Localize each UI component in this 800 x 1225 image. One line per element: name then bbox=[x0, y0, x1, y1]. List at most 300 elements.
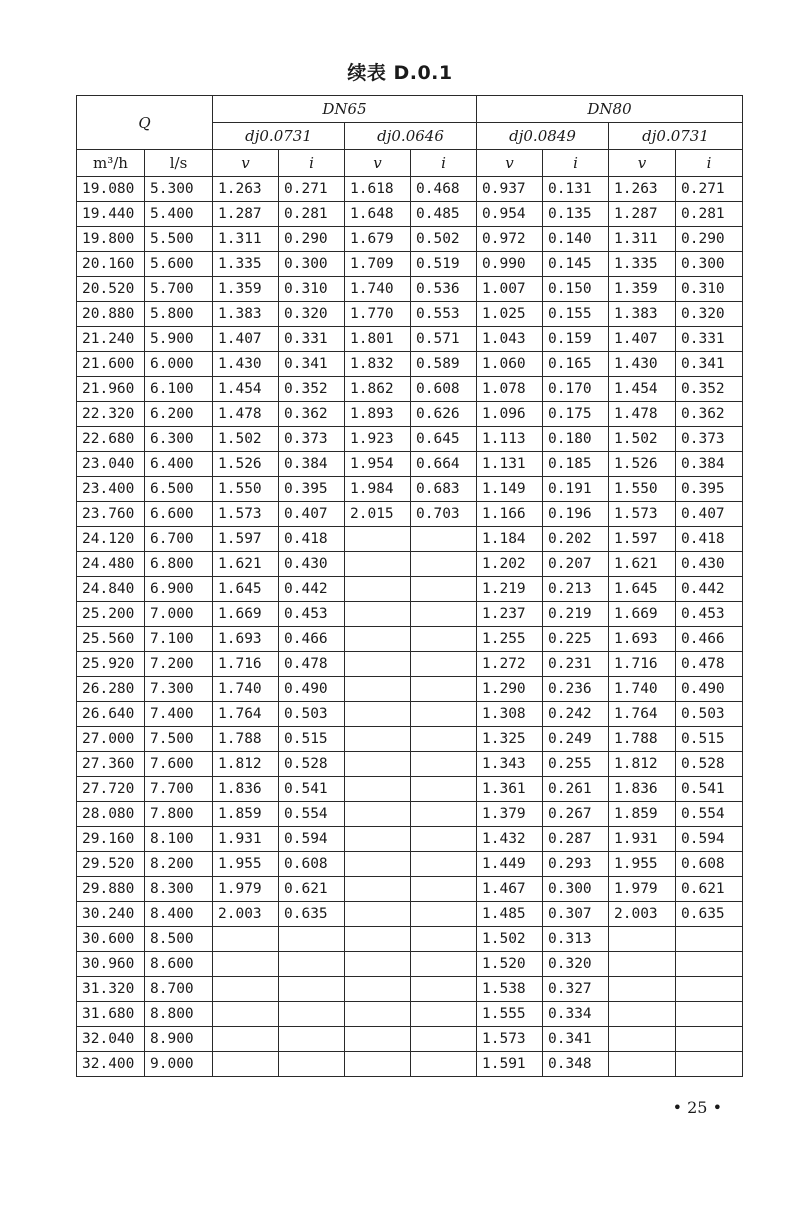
table-row bbox=[77, 927, 743, 952]
table-row bbox=[77, 502, 743, 527]
table-cell: 1.007 bbox=[477, 277, 543, 302]
table-cell: 1.597 bbox=[609, 527, 676, 552]
table-cell bbox=[411, 702, 477, 727]
table-cell: 1.573 bbox=[213, 502, 279, 527]
table-cell: 0.249 bbox=[543, 727, 609, 752]
table-cell bbox=[676, 1052, 743, 1077]
table-cell: 1.645 bbox=[609, 577, 676, 602]
table-cell: 8.400 bbox=[145, 902, 213, 927]
table-cell: 1.335 bbox=[609, 252, 676, 277]
table-cell: 0.202 bbox=[543, 527, 609, 552]
table-cell: 0.341 bbox=[543, 1027, 609, 1052]
table-cell: 1.573 bbox=[609, 502, 676, 527]
table-cell: 0.541 bbox=[279, 777, 345, 802]
table-cell: 0.290 bbox=[676, 227, 743, 252]
table-cell: 0.621 bbox=[279, 877, 345, 902]
table-row bbox=[77, 727, 743, 752]
table-cell: 1.520 bbox=[477, 952, 543, 977]
table-cell bbox=[411, 727, 477, 752]
table-cell bbox=[411, 552, 477, 577]
table-cell: 0.453 bbox=[676, 602, 743, 627]
table-cell bbox=[279, 1027, 345, 1052]
table-cell: 5.800 bbox=[145, 302, 213, 327]
table-cell: 0.515 bbox=[279, 727, 345, 752]
table-cell bbox=[609, 977, 676, 1002]
table-cell: 8.700 bbox=[145, 977, 213, 1002]
table-cell: 1.343 bbox=[477, 752, 543, 777]
table-cell: 1.335 bbox=[213, 252, 279, 277]
table-cell: 1.263 bbox=[609, 177, 676, 202]
table-cell bbox=[411, 752, 477, 777]
table-cell: 2.015 bbox=[345, 502, 411, 527]
table-cell: 0.502 bbox=[411, 227, 477, 252]
table-cell: 0.554 bbox=[279, 802, 345, 827]
table-cell: 0.196 bbox=[543, 502, 609, 527]
table-cell: 0.331 bbox=[279, 327, 345, 352]
table-cell: 31.680 bbox=[77, 1002, 145, 1027]
table-row bbox=[77, 602, 743, 627]
table-cell: 1.812 bbox=[609, 752, 676, 777]
table-cell: 0.442 bbox=[676, 577, 743, 602]
table-cell: 1.764 bbox=[213, 702, 279, 727]
table-cell: 0.135 bbox=[543, 202, 609, 227]
table-cell: 0.373 bbox=[279, 427, 345, 452]
table-cell: 0.310 bbox=[676, 277, 743, 302]
table-cell: 0.608 bbox=[411, 377, 477, 402]
table-cell bbox=[345, 727, 411, 752]
table-cell: 0.170 bbox=[543, 377, 609, 402]
table-cell bbox=[411, 527, 477, 552]
table-cell: 0.635 bbox=[676, 902, 743, 927]
table-cell: 0.213 bbox=[543, 577, 609, 602]
table-cell: 5.600 bbox=[145, 252, 213, 277]
table-cell bbox=[345, 1052, 411, 1077]
table-cell: 0.503 bbox=[676, 702, 743, 727]
table-cell: 0.320 bbox=[543, 952, 609, 977]
table-cell: 24.840 bbox=[77, 577, 145, 602]
table-cell: 25.560 bbox=[77, 627, 145, 652]
table-cell bbox=[411, 652, 477, 677]
table-cell: 1.025 bbox=[477, 302, 543, 327]
table-cell: 0.175 bbox=[543, 402, 609, 427]
table-cell: 5.900 bbox=[145, 327, 213, 352]
table-cell: 27.360 bbox=[77, 752, 145, 777]
table-cell: 1.131 bbox=[477, 452, 543, 477]
table-cell: 0.554 bbox=[676, 802, 743, 827]
table-cell: 32.400 bbox=[77, 1052, 145, 1077]
table-cell: 6.800 bbox=[145, 552, 213, 577]
table-row bbox=[77, 627, 743, 652]
table-cell: 7.600 bbox=[145, 752, 213, 777]
header-unit-m3h: m³/h bbox=[77, 150, 145, 177]
table-cell: 1.526 bbox=[609, 452, 676, 477]
table-cell: 1.202 bbox=[477, 552, 543, 577]
table-cell: 0.954 bbox=[477, 202, 543, 227]
table-row bbox=[77, 852, 743, 877]
table-cell bbox=[213, 1052, 279, 1077]
table-cell: 1.379 bbox=[477, 802, 543, 827]
table-cell: 1.764 bbox=[609, 702, 676, 727]
table-cell bbox=[609, 1052, 676, 1077]
table-cell: 1.862 bbox=[345, 377, 411, 402]
table-cell: 6.300 bbox=[145, 427, 213, 452]
table-cell: 0.453 bbox=[279, 602, 345, 627]
table-cell: 0.485 bbox=[411, 202, 477, 227]
table-row bbox=[77, 527, 743, 552]
header-dn80: DN80 bbox=[477, 96, 743, 123]
table-cell: 30.960 bbox=[77, 952, 145, 977]
table-cell: 29.880 bbox=[77, 877, 145, 902]
table-cell: 1.060 bbox=[477, 352, 543, 377]
table-cell: 2.003 bbox=[609, 902, 676, 927]
table-cell: 1.407 bbox=[609, 327, 676, 352]
table-cell: 1.955 bbox=[609, 852, 676, 877]
table-cell bbox=[279, 927, 345, 952]
table-cell: 1.478 bbox=[213, 402, 279, 427]
table-cell: 0.352 bbox=[676, 377, 743, 402]
table-cell: 1.836 bbox=[213, 777, 279, 802]
table-cell: 1.383 bbox=[609, 302, 676, 327]
table-cell: 0.207 bbox=[543, 552, 609, 577]
table-cell bbox=[279, 1052, 345, 1077]
table-cell: 1.979 bbox=[609, 877, 676, 902]
table-cell: 22.320 bbox=[77, 402, 145, 427]
table-cell: 1.618 bbox=[345, 177, 411, 202]
table-cell: 0.348 bbox=[543, 1052, 609, 1077]
table-cell: 8.500 bbox=[145, 927, 213, 952]
table-cell: 1.166 bbox=[477, 502, 543, 527]
table-cell bbox=[213, 1027, 279, 1052]
table-cell: 0.430 bbox=[676, 552, 743, 577]
table-cell: 21.600 bbox=[77, 352, 145, 377]
table-cell: 0.191 bbox=[543, 477, 609, 502]
table-cell: 0.594 bbox=[676, 827, 743, 852]
table-cell: 0.334 bbox=[543, 1002, 609, 1027]
table-cell: 0.519 bbox=[411, 252, 477, 277]
table-cell: 0.664 bbox=[411, 452, 477, 477]
table-row bbox=[77, 952, 743, 977]
table-cell: 1.287 bbox=[213, 202, 279, 227]
table-cell: 0.937 bbox=[477, 177, 543, 202]
table-cell: 8.600 bbox=[145, 952, 213, 977]
table-cell: 0.165 bbox=[543, 352, 609, 377]
header-dn65: DN65 bbox=[213, 96, 477, 123]
table-cell: 1.770 bbox=[345, 302, 411, 327]
table-row bbox=[77, 977, 743, 1002]
header-dj-4: dj0.0731 bbox=[609, 123, 743, 150]
table-cell: 1.923 bbox=[345, 427, 411, 452]
table-cell: 31.320 bbox=[77, 977, 145, 1002]
table-cell bbox=[609, 1027, 676, 1052]
table-cell: 23.400 bbox=[77, 477, 145, 502]
table-cell: 32.040 bbox=[77, 1027, 145, 1052]
table-cell: 0.287 bbox=[543, 827, 609, 852]
table-cell: 1.679 bbox=[345, 227, 411, 252]
table-cell: 0.341 bbox=[279, 352, 345, 377]
table-row bbox=[77, 777, 743, 802]
table-cell: 23.040 bbox=[77, 452, 145, 477]
table-row bbox=[77, 377, 743, 402]
header-i: i bbox=[279, 150, 345, 177]
table-cell: 0.418 bbox=[279, 527, 345, 552]
table-row bbox=[77, 652, 743, 677]
table-cell: 0.621 bbox=[676, 877, 743, 902]
table-cell: 1.430 bbox=[213, 352, 279, 377]
table-cell: 1.693 bbox=[213, 627, 279, 652]
table-cell: 1.430 bbox=[609, 352, 676, 377]
table-cell: 1.485 bbox=[477, 902, 543, 927]
table-cell: 0.327 bbox=[543, 977, 609, 1002]
table-cell: 7.700 bbox=[145, 777, 213, 802]
table-cell: 6.600 bbox=[145, 502, 213, 527]
table-cell bbox=[345, 652, 411, 677]
table-cell: 5.300 bbox=[145, 177, 213, 202]
table-cell: 0.310 bbox=[279, 277, 345, 302]
table-cell: 0.466 bbox=[279, 627, 345, 652]
header-v: v bbox=[213, 150, 279, 177]
table-cell: 1.591 bbox=[477, 1052, 543, 1077]
table-cell: 0.503 bbox=[279, 702, 345, 727]
table-cell: 0.608 bbox=[676, 852, 743, 877]
table-cell: 0.478 bbox=[676, 652, 743, 677]
table-row bbox=[77, 577, 743, 602]
header-dj-1: dj0.0731 bbox=[213, 123, 345, 150]
table-cell: 1.893 bbox=[345, 402, 411, 427]
table-cell: 1.272 bbox=[477, 652, 543, 677]
table-cell: 0.231 bbox=[543, 652, 609, 677]
table-cell: 23.760 bbox=[77, 502, 145, 527]
table-cell: 0.145 bbox=[543, 252, 609, 277]
table-cell: 0.185 bbox=[543, 452, 609, 477]
table-cell bbox=[609, 927, 676, 952]
table-cell: 1.859 bbox=[609, 802, 676, 827]
table-cell bbox=[345, 827, 411, 852]
table-cell: 20.520 bbox=[77, 277, 145, 302]
table-cell bbox=[213, 927, 279, 952]
table-cell: 0.645 bbox=[411, 427, 477, 452]
header-i: i bbox=[543, 150, 609, 177]
table-cell: 0.219 bbox=[543, 602, 609, 627]
table-cell: 0.320 bbox=[676, 302, 743, 327]
table-cell: 0.362 bbox=[676, 402, 743, 427]
table-cell bbox=[411, 852, 477, 877]
table-cell: 1.812 bbox=[213, 752, 279, 777]
table-cell: 0.281 bbox=[676, 202, 743, 227]
table-cell: 27.000 bbox=[77, 727, 145, 752]
table-cell: 0.536 bbox=[411, 277, 477, 302]
table-cell: 7.000 bbox=[145, 602, 213, 627]
table-cell bbox=[345, 677, 411, 702]
table-cell: 1.454 bbox=[213, 377, 279, 402]
header-dj-2: dj0.0646 bbox=[345, 123, 477, 150]
table-cell: 6.500 bbox=[145, 477, 213, 502]
table-cell: 1.669 bbox=[609, 602, 676, 627]
table-cell: 1.043 bbox=[477, 327, 543, 352]
table-row bbox=[77, 302, 743, 327]
table-cell: 1.502 bbox=[609, 427, 676, 452]
table-cell bbox=[609, 1002, 676, 1027]
table-cell bbox=[345, 702, 411, 727]
header-unit-ls: l/s bbox=[145, 150, 213, 177]
table-cell: 0.990 bbox=[477, 252, 543, 277]
table-cell: 0.972 bbox=[477, 227, 543, 252]
table-cell: 0.608 bbox=[279, 852, 345, 877]
table-cell: 1.287 bbox=[609, 202, 676, 227]
table-cell: 0.490 bbox=[279, 677, 345, 702]
table-cell: 24.480 bbox=[77, 552, 145, 577]
table-cell: 1.709 bbox=[345, 252, 411, 277]
table-cell: 1.096 bbox=[477, 402, 543, 427]
table-cell bbox=[279, 952, 345, 977]
table-cell: 1.149 bbox=[477, 477, 543, 502]
table-cell: 0.528 bbox=[676, 752, 743, 777]
table-cell: 1.407 bbox=[213, 327, 279, 352]
table-row bbox=[77, 877, 743, 902]
table-cell: 1.255 bbox=[477, 627, 543, 652]
table-row bbox=[77, 902, 743, 927]
table-row bbox=[77, 402, 743, 427]
table-row bbox=[77, 227, 743, 252]
table-cell bbox=[676, 977, 743, 1002]
table-cell: 1.502 bbox=[213, 427, 279, 452]
table-cell: 1.931 bbox=[609, 827, 676, 852]
table-row bbox=[77, 352, 743, 377]
table-cell: 1.184 bbox=[477, 527, 543, 552]
table-cell: 21.960 bbox=[77, 377, 145, 402]
table-cell: 26.640 bbox=[77, 702, 145, 727]
flow-table bbox=[76, 95, 743, 1077]
table-cell: 1.311 bbox=[609, 227, 676, 252]
table-cell: 1.467 bbox=[477, 877, 543, 902]
table-row bbox=[77, 677, 743, 702]
table-cell: 0.515 bbox=[676, 727, 743, 752]
table-cell: 0.255 bbox=[543, 752, 609, 777]
table-cell: 27.720 bbox=[77, 777, 145, 802]
table-cell: 1.359 bbox=[213, 277, 279, 302]
table-cell bbox=[609, 952, 676, 977]
table-row bbox=[77, 477, 743, 502]
table-cell bbox=[345, 802, 411, 827]
table-cell: 1.788 bbox=[609, 727, 676, 752]
table-cell: 9.000 bbox=[145, 1052, 213, 1077]
table-cell: 2.003 bbox=[213, 902, 279, 927]
table-cell: 0.395 bbox=[279, 477, 345, 502]
table-row bbox=[77, 452, 743, 477]
table-cell bbox=[411, 927, 477, 952]
table-cell: 1.716 bbox=[213, 652, 279, 677]
table-cell: 0.281 bbox=[279, 202, 345, 227]
table-cell: 1.550 bbox=[213, 477, 279, 502]
table-cell: 0.589 bbox=[411, 352, 477, 377]
header-i: i bbox=[411, 150, 477, 177]
table-row bbox=[77, 702, 743, 727]
table-cell: 28.080 bbox=[77, 802, 145, 827]
table-cell: 1.078 bbox=[477, 377, 543, 402]
table-cell bbox=[279, 1002, 345, 1027]
header-v: v bbox=[345, 150, 411, 177]
table-cell bbox=[345, 577, 411, 602]
table-row bbox=[77, 552, 743, 577]
table-cell: 0.261 bbox=[543, 777, 609, 802]
table-cell: 5.500 bbox=[145, 227, 213, 252]
table-cell: 0.384 bbox=[676, 452, 743, 477]
table-cell: 0.159 bbox=[543, 327, 609, 352]
table-cell: 21.240 bbox=[77, 327, 145, 352]
table-cell bbox=[411, 902, 477, 927]
table-cell bbox=[411, 1052, 477, 1077]
table-cell bbox=[345, 552, 411, 577]
table-row bbox=[77, 752, 743, 777]
table-cell: 1.359 bbox=[609, 277, 676, 302]
table-cell: 0.150 bbox=[543, 277, 609, 302]
table-cell bbox=[411, 952, 477, 977]
table-cell: 7.400 bbox=[145, 702, 213, 727]
table-row bbox=[77, 802, 743, 827]
header-v: v bbox=[609, 150, 676, 177]
table-cell: 19.080 bbox=[77, 177, 145, 202]
table-cell: 8.200 bbox=[145, 852, 213, 877]
table-cell: 1.555 bbox=[477, 1002, 543, 1027]
table-cell bbox=[411, 1027, 477, 1052]
table-cell: 1.788 bbox=[213, 727, 279, 752]
table-cell: 1.383 bbox=[213, 302, 279, 327]
table-cell: 0.131 bbox=[543, 177, 609, 202]
table-cell: 1.984 bbox=[345, 477, 411, 502]
table-cell: 0.331 bbox=[676, 327, 743, 352]
table-cell: 24.120 bbox=[77, 527, 145, 552]
table-cell bbox=[411, 577, 477, 602]
table-cell bbox=[676, 1002, 743, 1027]
table-row bbox=[77, 327, 743, 352]
table-cell: 7.500 bbox=[145, 727, 213, 752]
table-cell: 1.538 bbox=[477, 977, 543, 1002]
table-cell: 26.280 bbox=[77, 677, 145, 702]
table-cell: 6.900 bbox=[145, 577, 213, 602]
table-cell: 8.100 bbox=[145, 827, 213, 852]
table-cell bbox=[411, 802, 477, 827]
table-cell: 0.384 bbox=[279, 452, 345, 477]
table-cell bbox=[411, 777, 477, 802]
table-cell: 1.931 bbox=[213, 827, 279, 852]
table-cell: 0.430 bbox=[279, 552, 345, 577]
table-cell: 0.352 bbox=[279, 377, 345, 402]
table-cell: 1.859 bbox=[213, 802, 279, 827]
table-cell: 0.300 bbox=[676, 252, 743, 277]
table-cell bbox=[345, 977, 411, 1002]
table-cell: 0.395 bbox=[676, 477, 743, 502]
table-row bbox=[77, 252, 743, 277]
table-cell: 1.311 bbox=[213, 227, 279, 252]
table-cell bbox=[345, 777, 411, 802]
table-cell: 1.669 bbox=[213, 602, 279, 627]
table-cell: 1.526 bbox=[213, 452, 279, 477]
table-cell: 1.645 bbox=[213, 577, 279, 602]
table-cell: 1.219 bbox=[477, 577, 543, 602]
table-cell: 0.626 bbox=[411, 402, 477, 427]
table-cell: 19.440 bbox=[77, 202, 145, 227]
table-cell bbox=[345, 952, 411, 977]
table-cell: 1.432 bbox=[477, 827, 543, 852]
table-cell: 0.541 bbox=[676, 777, 743, 802]
table-cell: 7.100 bbox=[145, 627, 213, 652]
table-cell bbox=[345, 1002, 411, 1027]
table-row bbox=[77, 827, 743, 852]
table-cell: 0.271 bbox=[279, 177, 345, 202]
table-cell: 1.263 bbox=[213, 177, 279, 202]
table-cell: 0.407 bbox=[279, 502, 345, 527]
table-cell: 1.113 bbox=[477, 427, 543, 452]
table-cell: 6.700 bbox=[145, 527, 213, 552]
